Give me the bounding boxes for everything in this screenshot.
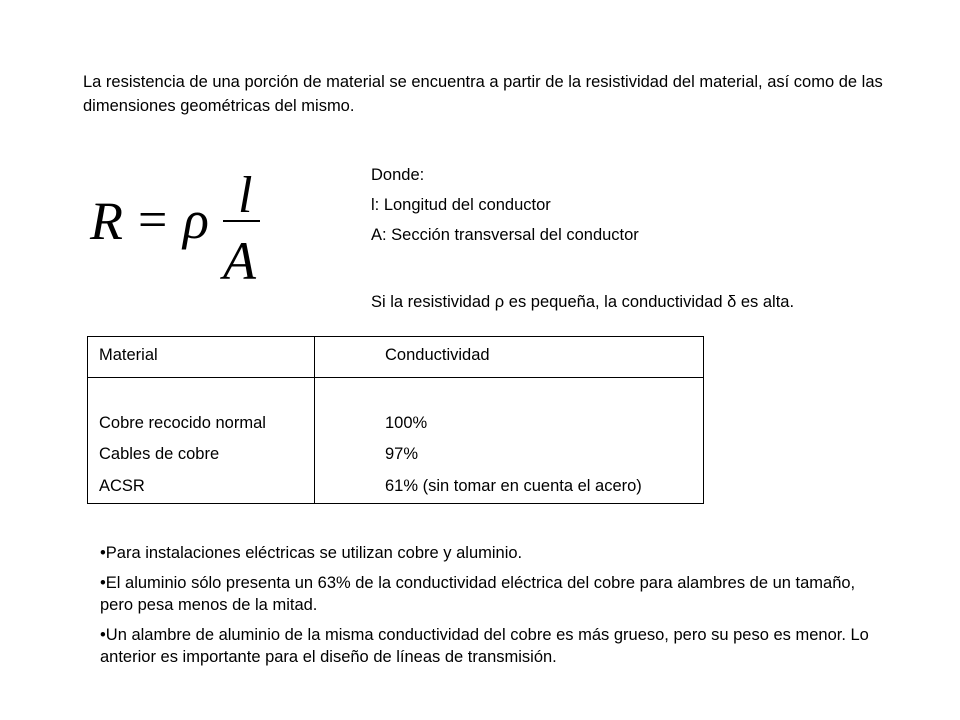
formula-equals: = [138,192,168,249]
formula-denominator: A [223,231,256,291]
table-cell-conductivity: 61% (sin tomar en cuenta el acero) [385,477,642,495]
table-cell-conductivity: 100% [385,414,428,432]
table-header-conductivity: Conductividad [385,346,490,364]
definition-a: A: Sección transversal del conductor [371,226,639,244]
bullet-list [100,542,870,676]
table-cell-material: Cables de cobre [99,445,220,463]
bullet-item: •Un alambre de aluminio de la misma conductividad del cobre es más grueso, pero su peso es menor. Lo anterior es importante para el diseño de líneas de transmisión. [100,626,869,666]
definitions-heading: Donde: [371,166,425,184]
definitions [371,160,639,250]
bullet-item: •El aluminio sólo presenta un 63% de la conductividad eléctrica del cobre para alambres de un tamaño, pero pesa menos de la mitad. [100,574,856,614]
table-header-material: Material [99,346,158,364]
resistance-formula [88,172,278,292]
table-cell-conductivity: 97% [385,445,419,463]
bullet-item: •Para instalaciones eléctricas se utilizan cobre y aluminio. [100,544,523,562]
formula-numerator: l [238,172,253,224]
table-cell-material: Cobre recocido normal [99,414,266,432]
intro-paragraph: La resistencia de una porción de material se encuentra a partir de la resistividad del material, así como de las dimensiones geométricas del mismo. [83,73,883,115]
formula-rho: ρ [183,190,209,250]
conductivity-table [87,336,704,504]
table-column-divider [314,337,315,503]
table-header-divider [88,377,703,378]
resistivity-note: Si la resistividad ρ es pequeña, la conductividad δ es alta. [371,293,795,311]
table-cell-material: ACSR [99,477,145,495]
formula-r: R [90,191,123,251]
definition-l: l: Longitud del conductor [371,196,551,214]
